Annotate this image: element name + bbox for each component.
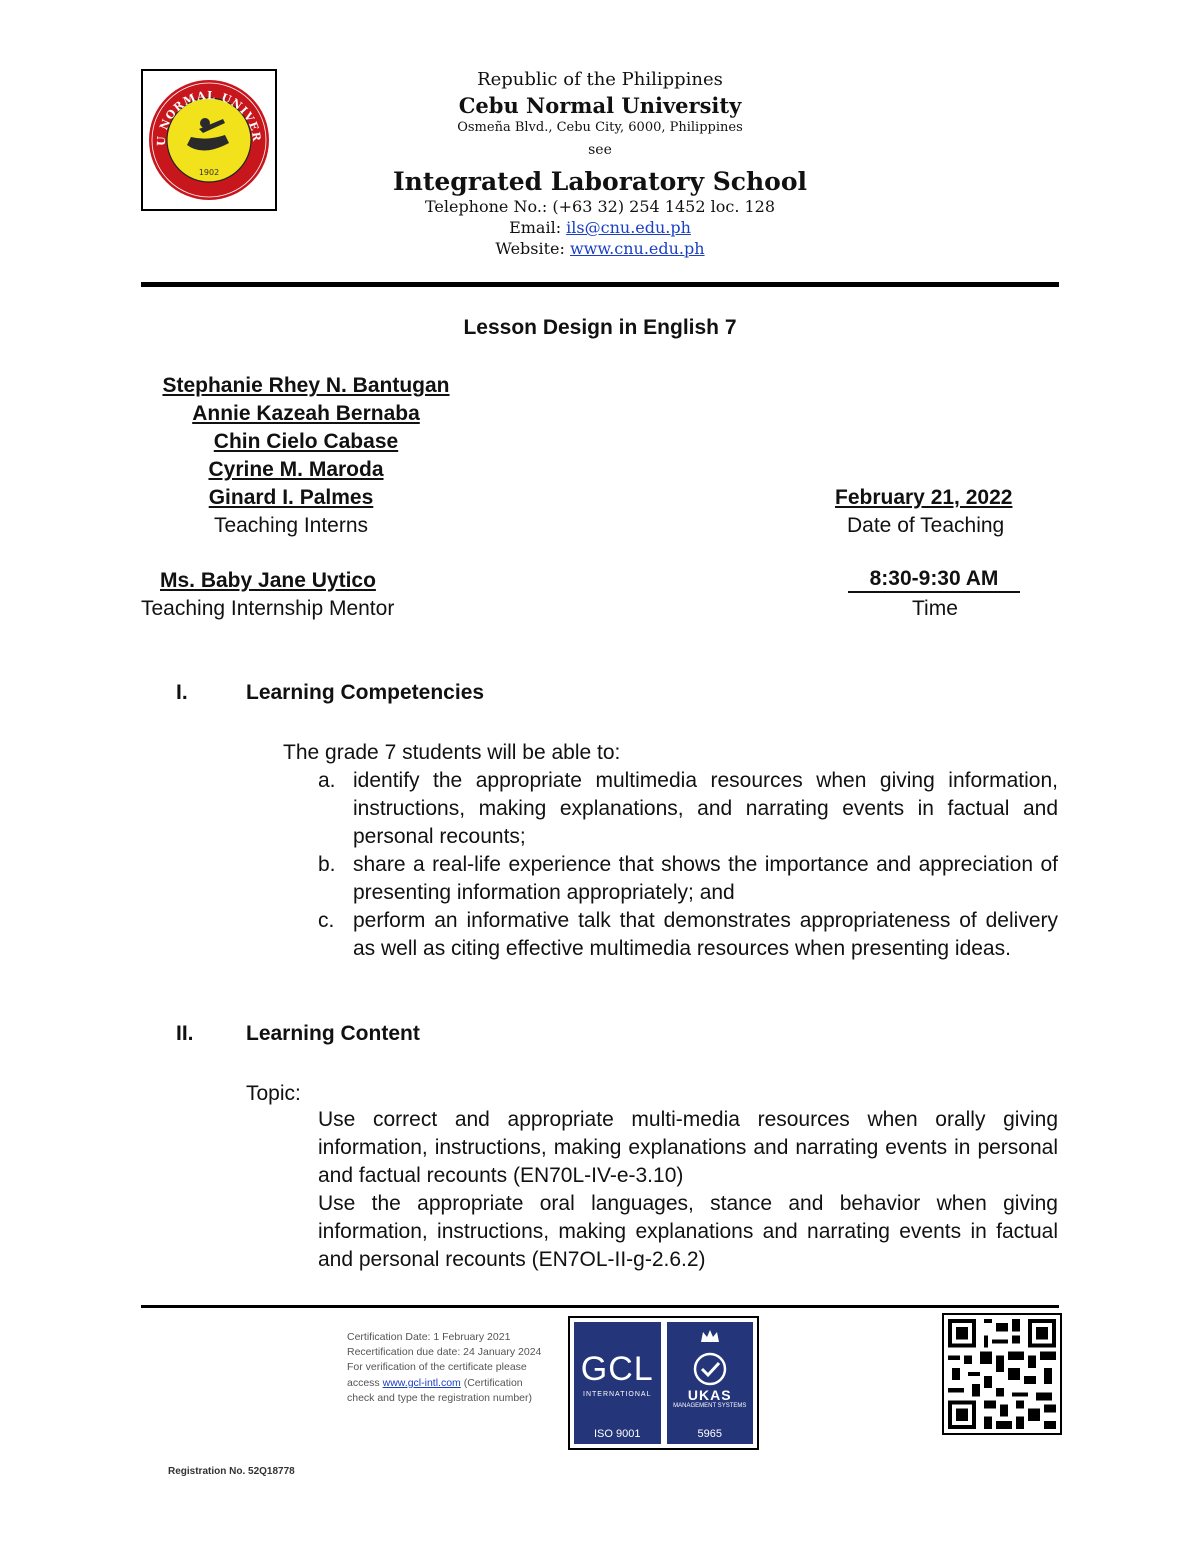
gcl-sub-text: INTERNATIONAL bbox=[583, 1391, 652, 1398]
certification-note bbox=[347, 1330, 547, 1406]
list-item bbox=[318, 907, 1058, 963]
header-block bbox=[330, 69, 870, 262]
registration-number: Registration No. 52Q18778 bbox=[168, 1466, 295, 1477]
website-line bbox=[330, 241, 870, 262]
page-title: Lesson Design in English 7 bbox=[463, 316, 737, 339]
section-2-numeral: II. bbox=[176, 1022, 194, 1045]
gcl-badge bbox=[574, 1322, 661, 1444]
republic-text: Republic of the Philippines bbox=[477, 69, 723, 90]
cert-line bbox=[347, 1376, 547, 1391]
cert-line: check and type the registration number) bbox=[347, 1391, 533, 1404]
website-link[interactable]: www.cnu.edu.ph bbox=[569, 239, 705, 258]
list-item-letter: a. bbox=[318, 769, 336, 792]
checkmark-icon bbox=[692, 1351, 728, 1387]
cert-line: For verification of the certificate please bbox=[347, 1361, 527, 1374]
list-item-letter: c. bbox=[318, 908, 335, 932]
cert-line: Recertification due date: 24 January 2024 bbox=[347, 1346, 542, 1359]
mentor-name: Ms. Baby Jane Uytico bbox=[160, 569, 376, 592]
cert-link-suffix: (Certification bbox=[460, 1376, 523, 1389]
header-divider bbox=[141, 282, 1059, 287]
footer-divider bbox=[141, 1305, 1059, 1308]
competencies-intro: The grade 7 students will be able to: bbox=[283, 741, 621, 764]
teaching-time bbox=[848, 567, 1020, 593]
crown-icon bbox=[699, 1328, 721, 1344]
ukas-sub-text: MANAGEMENT SYSTEMS bbox=[673, 1403, 747, 1409]
university-seal-box bbox=[141, 69, 277, 211]
qr-code[interactable] bbox=[942, 1313, 1062, 1435]
interns-label: Teaching Interns bbox=[213, 513, 369, 537]
teaching-date: February 21, 2022 bbox=[835, 486, 1013, 509]
list-item-text: perform an informative talk that demonstrates appropriateness of delivery as well as citing effective multimedia resources when presenting ideas. bbox=[353, 908, 1058, 960]
mentor-label: Teaching Internship Mentor bbox=[141, 597, 395, 620]
topic-paragraph: Use correct and appropriate multi-media resources when orally giving information, instructions, making explanations and narrating events in personal and factual recounts (EN70L-IV-e-3.10) bbox=[318, 1108, 1058, 1187]
university-address: Osmeña Blvd., Cebu City, 6000, Philippines bbox=[457, 120, 743, 135]
time-label: Time bbox=[912, 597, 958, 620]
topic-paragraph: Use the appropriate oral languages, stance and behavior when giving information, instructions, making explanations and narrating events in factual and personal recounts (EN7OL-II-g-2.6.2) bbox=[318, 1191, 1058, 1271]
email-link[interactable]: ils@cnu.edu.ph bbox=[566, 218, 691, 237]
date-label: Date of Teaching bbox=[847, 514, 1005, 537]
email-label: Email: bbox=[509, 218, 567, 237]
email-line bbox=[330, 220, 870, 241]
intern-name: Chin Cielo Cabase bbox=[213, 429, 399, 453]
intern-name: Stephanie Rhey N. Bantugan bbox=[162, 374, 450, 397]
cert-access-text: access bbox=[347, 1376, 383, 1389]
school-name: Integrated Laboratory School bbox=[392, 167, 808, 196]
competency-list bbox=[318, 767, 1058, 962]
certification-badge bbox=[568, 1316, 759, 1450]
cert-line: Certification Date: 1 February 2021 bbox=[347, 1331, 511, 1343]
website-label: Website: bbox=[495, 239, 570, 258]
ukas-badge bbox=[667, 1322, 754, 1444]
topic-label: Topic: bbox=[246, 1082, 301, 1105]
iso-text: ISO 9001 bbox=[594, 1428, 641, 1440]
topic-body bbox=[318, 1106, 1058, 1274]
list-item-letter: b. bbox=[318, 852, 336, 876]
university-name: Cebu Normal University bbox=[458, 93, 742, 118]
cert-link[interactable]: www.gcl-intl.com bbox=[382, 1376, 461, 1389]
section-1-heading: Learning Competencies bbox=[246, 681, 485, 704]
telephone-text: Telephone No.: (+63 32) 254 1452 loc. 128 bbox=[424, 197, 776, 216]
list-item bbox=[318, 851, 1058, 907]
section-1-numeral: I. bbox=[176, 681, 188, 704]
intern-name: Annie Kazeah Bernaba bbox=[192, 401, 420, 425]
section-2-heading: Learning Content bbox=[246, 1022, 420, 1045]
svg-text:CEBU NORMAL UNIVERSITY: U NORMAL UNIVER bbox=[154, 88, 264, 147]
ukas-number: 5965 bbox=[697, 1428, 722, 1440]
list-item-text: identify the appropriate multimedia resources when giving information, instructions, making explanations, and narrating events in factual and personal recounts; bbox=[353, 769, 1058, 848]
university-seal-icon bbox=[143, 71, 275, 209]
gcl-logo-text: GCL bbox=[580, 1350, 654, 1388]
intern-name: Ginard I. Palmes bbox=[208, 485, 374, 509]
ukas-text: UKAS bbox=[687, 1387, 732, 1403]
qr-code-icon bbox=[944, 1315, 1060, 1433]
teaching-time-value: 8:30-9:30 AM bbox=[869, 567, 999, 590]
seal-year: 1902 bbox=[198, 168, 220, 177]
see-text: see bbox=[588, 142, 612, 158]
intern-name: Cyrine M. Maroda bbox=[208, 457, 384, 481]
interns-block bbox=[141, 372, 471, 540]
list-item-text: share a real-life experience that shows the importance and appreciation of presenting information appropriately; and bbox=[353, 852, 1058, 904]
list-item bbox=[318, 767, 1058, 851]
